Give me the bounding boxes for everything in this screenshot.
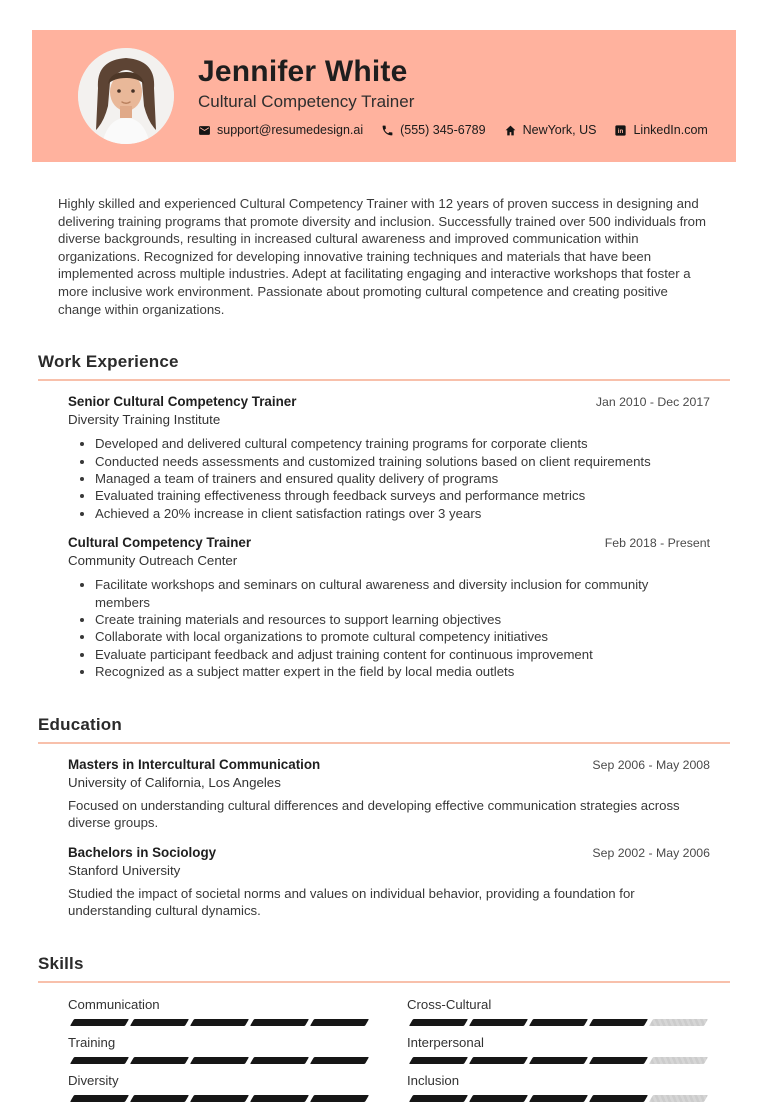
contact-location	[504, 123, 597, 137]
education-description: Studied the impact of societal norms and values on individual behavior, providing a foundation for understanding cultural dynamics.	[68, 885, 635, 919]
contact-phone-text: (555) 345-6789	[400, 123, 486, 138]
skill-segment-filled	[250, 1057, 309, 1064]
skill-item	[407, 996, 710, 1027]
skill-level-bar	[407, 1019, 710, 1026]
skill-segment-filled	[469, 1057, 528, 1064]
candidate-name: Jennifer White	[198, 54, 408, 88]
education-entries	[38, 757, 730, 920]
skill-item	[68, 996, 371, 1027]
skill-segment-filled	[589, 1095, 648, 1102]
contact-linkedin[interactable]	[614, 123, 707, 137]
skill-level-bar	[68, 1057, 371, 1064]
skill-segment-filled	[70, 1057, 129, 1064]
skill-segment-filled	[529, 1057, 588, 1064]
skill-segment-filled	[310, 1019, 369, 1026]
skill-label: Communication	[68, 997, 160, 1012]
skill-segment-filled	[409, 1019, 468, 1026]
location-icon	[504, 124, 517, 137]
degree-title: Masters in Intercultural Communication	[68, 756, 321, 772]
contact-email-text: support@resumedesign.ai	[217, 123, 364, 138]
skill-segment-filled	[409, 1057, 468, 1064]
entry-header	[68, 394, 710, 409]
skill-segment-filled	[250, 1095, 309, 1102]
education-entry	[68, 845, 710, 920]
skill-segment-filled	[190, 1095, 249, 1102]
entry-header	[68, 535, 710, 550]
skill-segment-filled	[250, 1019, 309, 1026]
skill-segment-filled	[130, 1095, 189, 1102]
skill-item	[407, 1072, 710, 1103]
skill-label: Inclusion	[407, 1073, 460, 1088]
education-entry	[68, 757, 710, 832]
school-name: University of California, Los Angeles	[68, 774, 281, 790]
school-name: Stanford University	[68, 862, 181, 878]
job-bullet: • Create training materials and resources to support learning objectives	[95, 611, 660, 628]
skill-segment-filled	[130, 1019, 189, 1026]
contact-row	[198, 123, 708, 137]
skill-level-bar	[68, 1019, 371, 1026]
skill-segment-filled	[589, 1019, 648, 1026]
skill-segment-filled	[310, 1095, 369, 1102]
skill-segment-filled	[469, 1095, 528, 1102]
job-company: Community Outreach Center	[68, 553, 238, 569]
skill-level-bar	[68, 1095, 371, 1102]
skill-segment-filled	[589, 1057, 648, 1064]
education-description: Focused on understanding cultural differences and developing effective communication strategies across diverse groups.	[68, 797, 680, 831]
degree-title: Bachelors in Sociology	[68, 844, 217, 860]
work-entry	[68, 535, 710, 680]
candidate-title: Cultural Competency Trainer	[198, 92, 415, 112]
job-bullet: • Collaborate with local organizations to promote cultural competency initiatives	[95, 628, 660, 645]
profile-photo	[78, 48, 174, 144]
phone-icon	[381, 124, 394, 137]
skill-item	[68, 1072, 371, 1103]
professional-summary: Highly skilled and experienced Cultural Competency Trainer with 12 years of proven success in designing and delivering training programs that promote diversity and inclusion. Successfully trained over 500 individuals from diverse backgrounds, resulting in increased cultural awareness and improved communication within organizations. Recognized for developing innovative training techniques and materials that have been implemented across multiple industries. Adept at facilitating engaging and interactive workshops that foster a more inclusive work environment. Passionate about promoting cultural competence and creating positive change within organizations.	[58, 196, 706, 317]
section-divider	[38, 981, 730, 983]
job-title: Cultural Competency Trainer	[68, 535, 252, 551]
skill-segment-empty	[649, 1019, 708, 1026]
skill-item	[407, 1034, 710, 1065]
email-icon	[198, 124, 211, 137]
work-experience-heading: Work Experience	[38, 352, 179, 372]
skill-label: Cross-Cultural	[407, 997, 492, 1012]
skill-segment-filled	[130, 1057, 189, 1064]
job-bullet: • Conducted needs assessments and customized training solutions based on client requirements	[95, 453, 660, 470]
skill-label: Training	[68, 1035, 116, 1050]
resume-body	[38, 195, 730, 1103]
skill-segment-filled	[469, 1019, 528, 1026]
job-bullets	[68, 435, 660, 522]
linkedin-icon	[614, 124, 627, 137]
skill-segment-empty	[649, 1095, 708, 1102]
skill-item	[68, 1034, 371, 1065]
contact-email[interactable]	[198, 123, 363, 137]
skill-segment-filled	[190, 1057, 249, 1064]
skills-heading: Skills	[38, 954, 84, 973]
contact-phone	[381, 123, 485, 137]
job-bullet: • Developed and delivered cultural competency training programs for corporate clients	[95, 435, 660, 452]
skill-segment-filled	[70, 1019, 129, 1026]
work-entry	[68, 394, 710, 522]
job-dates: Feb 2018 - Present	[604, 536, 710, 551]
job-bullet: • Evaluate participant feedback and adjust training content for continuous improvement	[95, 646, 660, 663]
job-bullet: • Recognized as a subject matter expert in the field by local media outlets	[95, 663, 660, 680]
skill-segment-filled	[529, 1019, 588, 1026]
education-heading: Education	[38, 714, 122, 734]
job-bullet: • Facilitate workshops and seminars on cultural awareness and diversity inclusion for community members	[95, 576, 660, 611]
contact-linkedin-text: LinkedIn.com	[633, 123, 708, 138]
skill-segment-filled	[310, 1057, 369, 1064]
svg-text:in: in	[618, 128, 624, 136]
job-dates: Jan 2010 - Dec 2017	[595, 395, 710, 410]
resume-header	[32, 30, 736, 162]
section-divider	[38, 742, 730, 744]
job-bullet: • Evaluated training effectiveness through feedback surveys and performance metrics	[95, 487, 660, 504]
job-title: Senior Cultural Competency Trainer	[68, 394, 297, 410]
work-entries	[38, 394, 730, 680]
section-divider	[38, 379, 730, 381]
contact-location-text: NewYork, US	[522, 123, 597, 138]
skill-level-bar	[407, 1057, 710, 1064]
entry-header	[68, 757, 710, 772]
job-bullet: • Managed a team of trainers and ensured quality delivery of programs	[95, 470, 660, 487]
skill-segment-filled	[70, 1095, 129, 1102]
job-bullets	[68, 576, 660, 680]
skills-grid	[68, 996, 710, 1103]
skill-segment-empty	[649, 1057, 708, 1064]
education-dates: Sep 2006 - May 2008	[592, 757, 710, 772]
skill-label: Interpersonal	[407, 1035, 484, 1050]
skill-segment-filled	[409, 1095, 468, 1102]
education-dates: Sep 2002 - May 2006	[592, 845, 710, 860]
entry-header	[68, 845, 710, 860]
skill-level-bar	[407, 1095, 710, 1102]
job-company: Diversity Training Institute	[68, 412, 221, 428]
skill-segment-filled	[190, 1019, 249, 1026]
skill-label: Diversity	[68, 1073, 119, 1088]
skill-segment-filled	[529, 1095, 588, 1102]
job-bullet: • Achieved a 20% increase in client satisfaction ratings over 3 years	[95, 505, 660, 522]
